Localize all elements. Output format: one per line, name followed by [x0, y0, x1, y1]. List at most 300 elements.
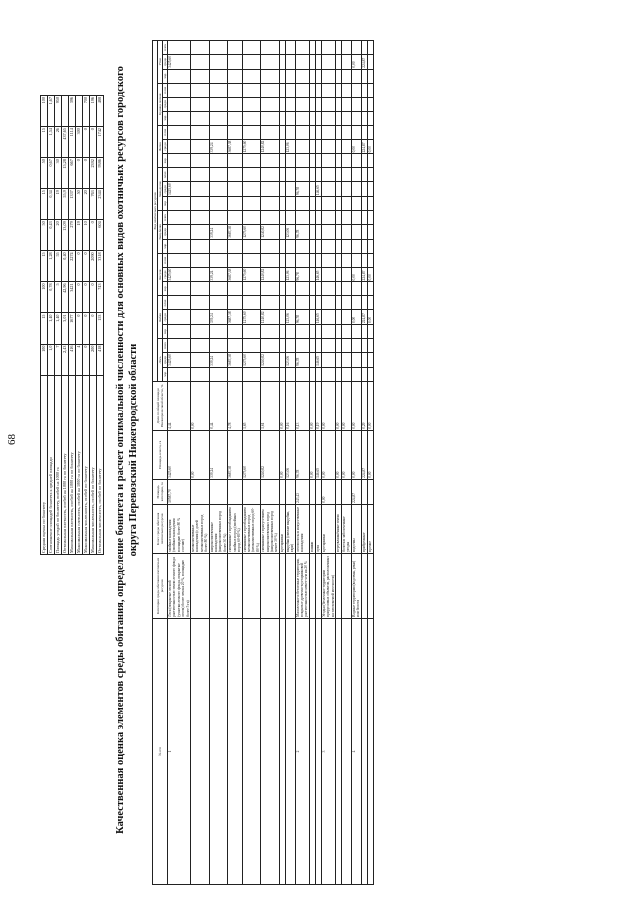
species-cell: 224,87 — [361, 310, 367, 325]
species-cell — [261, 282, 280, 296]
species-cell — [168, 168, 191, 182]
species-header: Заяц-беляк — [158, 211, 163, 254]
species-cell: 1275,60 — [242, 225, 261, 240]
quality-header: хор — [163, 154, 168, 168]
species-cell — [191, 111, 210, 125]
row-class-area: 0,00 — [191, 430, 210, 479]
species-cell — [342, 353, 352, 368]
species-cell: 96,78 — [295, 353, 309, 368]
summary-label: Минимальная численность, особей по бонитету — [90, 375, 97, 554]
row-share: 4,44 — [168, 381, 191, 430]
species-cell — [209, 253, 228, 267]
species-cell: 1240,82 — [261, 225, 280, 240]
species-cell — [367, 41, 373, 55]
species-header: Кабан — [158, 296, 163, 339]
row-number: 2 — [295, 618, 309, 884]
summary-value — [76, 96, 83, 127]
species-cell — [351, 239, 361, 253]
species-cell — [209, 69, 228, 83]
table-row — [191, 41, 210, 885]
row-number: 4 — [351, 618, 361, 884]
row-class-area: 1240,82 — [261, 430, 280, 479]
row-class-area: 96,78 — [295, 430, 309, 479]
summary-value: 1,28 — [48, 251, 55, 282]
row-habitat-class: прочие — [367, 504, 373, 553]
species-cell: 0,00 — [367, 139, 373, 154]
species-cell — [342, 41, 352, 55]
row-habitat-class: вырубки (свежие вырубки, гари) — [285, 504, 295, 553]
species-cell — [228, 325, 242, 339]
species-cell — [351, 168, 361, 182]
species-cell — [342, 339, 352, 353]
row-habitat-class: мелколиственные насаждения (с долей мелколиственных пород более 80 %) — [191, 504, 210, 553]
table-row — [285, 41, 295, 885]
summary-value: 10 — [83, 220, 90, 251]
species-cell — [351, 83, 361, 97]
quality-header: хор — [163, 325, 168, 339]
row-share: 0,00 — [309, 381, 315, 430]
species-cell — [351, 296, 361, 310]
species-cell — [367, 197, 373, 211]
row-category — [228, 553, 242, 618]
row-share: 0,00 — [336, 381, 342, 430]
summary-value: 1,67 — [48, 96, 55, 127]
row-category — [285, 553, 295, 618]
summary-value: 0 — [76, 251, 83, 282]
summary-value: 55 — [55, 251, 62, 282]
summary-value: 200 — [90, 344, 97, 375]
species-cell — [285, 97, 295, 111]
row-class-area: 0,00 — [367, 430, 373, 479]
summary-label: Минимальная плотность, особей на 1000 га по бонитету — [69, 375, 76, 554]
species-cell: 146,65 — [315, 267, 321, 282]
species-cell — [342, 367, 352, 381]
summary-value: 50 — [41, 220, 48, 251]
species-cell — [351, 339, 361, 353]
summary-value: 488 — [97, 96, 104, 127]
species-cell — [191, 353, 210, 368]
summary-value: 100 — [41, 344, 48, 375]
quality-header: средн — [163, 139, 168, 154]
quality-header: плох — [163, 339, 168, 353]
species-cell — [285, 69, 295, 83]
species-cell — [242, 111, 261, 125]
species-cell — [295, 83, 309, 97]
species-cell — [295, 325, 309, 339]
species-cell — [168, 339, 191, 353]
species-cell: 146,65 — [315, 310, 321, 325]
row-habitat-class: смешанные с преобладанием мелколиственных пород (мелколиственных пород 60-80 %) — [242, 504, 261, 553]
species-cell — [242, 282, 261, 296]
summary-value: 0 — [83, 127, 90, 158]
row-class-area: 224,87 — [361, 430, 367, 479]
species-cell — [295, 139, 309, 154]
row-habitat-class: водоемы — [351, 504, 361, 553]
species-cell — [321, 253, 335, 267]
table-row — [342, 41, 352, 885]
row-number — [261, 618, 280, 884]
species-cell — [321, 367, 335, 381]
col-area: Площадь категории, га — [153, 479, 168, 504]
species-cell: 3687,38 — [228, 353, 242, 368]
summary-value: 0,78 — [48, 282, 55, 313]
species-cell — [321, 197, 335, 211]
row-habitat-class: кустарники — [321, 504, 335, 553]
species-cell — [261, 125, 280, 139]
species-header: Лось — [158, 339, 163, 382]
species-cell — [285, 239, 295, 253]
species-cell — [209, 111, 228, 125]
species-cell — [342, 168, 352, 182]
summary-value: 100 — [41, 282, 48, 313]
species-cell: 146,65 — [315, 353, 321, 368]
summary-value: 42,96 — [62, 282, 69, 313]
species-cell — [209, 197, 228, 211]
species-cell — [285, 111, 295, 125]
species-cell — [261, 367, 280, 381]
species-cell — [351, 282, 361, 296]
row-area — [191, 479, 210, 504]
row-number — [191, 618, 210, 884]
species-cell — [351, 97, 361, 111]
row-category: Леса (покрытые лесной растительностью земли лесного фонда (участки лесного фонда, покрытые лесом) более чем на 20 %, площадью более 5 га) — [168, 553, 191, 618]
summary-value: 4 — [76, 344, 83, 375]
summary-value: 15 — [41, 127, 48, 158]
species-cell — [295, 111, 309, 125]
row-category — [191, 553, 210, 618]
species-cell — [367, 111, 373, 125]
species-cell — [242, 325, 261, 339]
summary-value: 9386 — [97, 158, 104, 189]
species-cell — [209, 168, 228, 182]
species-cell — [321, 182, 335, 197]
species-cell — [295, 168, 309, 182]
species-cell — [295, 69, 309, 83]
species-cell — [295, 282, 309, 296]
species-cell — [342, 225, 352, 240]
species-cell — [168, 225, 191, 240]
summary-value: 15,28 — [62, 158, 69, 189]
species-cell: 96,78 — [295, 182, 309, 197]
species-cell — [168, 197, 191, 211]
species-cell — [261, 168, 280, 182]
species-cell — [209, 154, 228, 168]
row-habitat-class: прибрежные — [361, 504, 367, 553]
quality-header: плох — [163, 253, 168, 267]
document-heading: Качественная оценка элементов среды обитания, определение бонитета и расчет оптимальной численности для основных видов охотничьих ресурсов городского округа Перевозский Нижегородской области — [115, 66, 139, 834]
summary-value: 2274 — [69, 251, 76, 282]
species-cell — [261, 154, 280, 168]
table-row — [261, 41, 280, 885]
species-cell — [261, 339, 280, 353]
summary-value: 19 — [76, 220, 83, 251]
species-cell — [191, 154, 210, 168]
species-cell — [261, 83, 280, 97]
species-cell — [351, 353, 361, 368]
summary-value: 0 — [76, 313, 83, 344]
row-category: Угодья (безлесные территории прирусловых объектов, расположенных на затопляемой местности) — [321, 553, 335, 618]
summary-value: 0 — [76, 158, 83, 189]
species-cell — [285, 339, 295, 353]
species-header: Белка — [158, 125, 163, 168]
species-cell: 3687,38 — [228, 139, 242, 154]
species-cell — [191, 253, 210, 267]
species-cell — [191, 83, 210, 97]
row-class-area: 339,24 — [209, 430, 228, 479]
species-cell — [168, 253, 191, 267]
species-cell — [228, 296, 242, 310]
species-cell — [209, 296, 228, 310]
summary-value: 396 — [69, 96, 76, 127]
species-cell — [342, 253, 352, 267]
summary-value: 0,67 — [48, 158, 55, 189]
summary-value: 0 — [90, 127, 97, 158]
quality-header: плох — [163, 168, 168, 182]
species-cell — [228, 69, 242, 83]
row-share: 0,00 — [321, 381, 335, 430]
table-row — [321, 41, 335, 885]
species-cell — [261, 41, 280, 55]
species-cell — [342, 55, 352, 70]
species-cell: 0,00 — [351, 139, 361, 154]
species-cell — [321, 97, 335, 111]
species-cell — [321, 353, 335, 368]
page-number: 68 — [6, 434, 18, 445]
quality-header: плох — [163, 83, 168, 97]
summary-value: 1,0 — [48, 344, 55, 375]
col-num: № п/п — [153, 618, 168, 884]
species-cell — [168, 41, 191, 55]
species-cell: 3687,38 — [228, 225, 242, 240]
species-cell — [209, 97, 228, 111]
quality-header: плох — [163, 296, 168, 310]
species-cell — [285, 154, 295, 168]
summary-value: 604 — [97, 220, 104, 251]
col-category: Категория среды обитания охотничьих ресурсов — [153, 553, 168, 618]
table-row — [295, 41, 309, 885]
summary-label: Оптимальная плотность, особей на 1000 га по бонитету — [62, 375, 69, 554]
summary-value: 279 — [69, 220, 76, 251]
species-cell — [242, 154, 261, 168]
species-cell: 96,78 — [295, 267, 309, 282]
summary-value: 50 — [76, 189, 83, 220]
species-cell — [168, 296, 191, 310]
summary-label: Площадь угодий по бонитету, особей на 1000 га — [55, 375, 62, 554]
row-habitat-class: смешанные с преобладанием хвойных пород (хвойных пород 60-80 %) — [228, 504, 242, 553]
row-area: 10587,70 — [168, 479, 191, 504]
species-cell — [367, 296, 373, 310]
row-category — [367, 553, 373, 618]
species-cell — [261, 182, 280, 197]
species-cell — [228, 253, 242, 267]
species-cell — [191, 239, 210, 253]
summary-value: 30 — [55, 158, 62, 189]
species-cell — [191, 97, 210, 111]
summary-value: 55,9 — [62, 189, 69, 220]
row-habitat-class: лесополосы и искусственные насаждения — [295, 504, 309, 553]
species-header: Заяц-русак — [158, 168, 163, 211]
species-cell — [351, 182, 361, 197]
species-cell — [351, 325, 361, 339]
table-row — [228, 41, 242, 885]
species-cell — [351, 211, 361, 225]
species-cell — [342, 154, 352, 168]
species-cell — [228, 367, 242, 381]
species-cell — [295, 367, 309, 381]
species-cell: 3425,60 — [168, 182, 191, 197]
species-cell — [261, 253, 280, 267]
species-cell — [228, 282, 242, 296]
species-cell — [209, 83, 228, 97]
summary-value: 0 — [76, 282, 83, 313]
species-cell — [168, 239, 191, 253]
row-category — [242, 553, 261, 618]
summary-value: 0 — [83, 344, 90, 375]
summary-value: 950 — [55, 96, 62, 127]
species-cell — [321, 69, 335, 83]
species-cell — [285, 182, 295, 197]
species-cell: 1240,82 — [261, 139, 280, 154]
summary-value: 416 — [69, 344, 76, 375]
species-cell — [242, 83, 261, 97]
table-row — [209, 41, 228, 885]
species-cell: 123,06 — [285, 353, 295, 368]
species-cell — [209, 367, 228, 381]
summary-value: 15 — [41, 189, 48, 220]
species-cell: 96,78 — [295, 225, 309, 240]
row-category: Малолесные и безлесные территории, покрытые древесно-кустарниковой растительностью менее чем на 20 % — [295, 553, 309, 618]
species-cell — [342, 97, 352, 111]
species-cell — [228, 111, 242, 125]
row-share: 0,44 — [209, 381, 228, 430]
species-cell — [242, 296, 261, 310]
species-cell — [367, 211, 373, 225]
species-cell — [285, 197, 295, 211]
species-cell — [285, 41, 295, 55]
species-cell — [285, 168, 295, 182]
row-share: 0,16 — [285, 381, 295, 430]
species-cell: 123,06 — [285, 310, 295, 325]
quality-header: плох — [163, 41, 168, 55]
summary-value: 3,01 — [62, 313, 69, 344]
species-cell — [209, 182, 228, 197]
summary-value: 20 — [55, 220, 62, 251]
summary-value: 763 — [90, 189, 97, 220]
summary-value: 743 — [97, 282, 104, 313]
species-cell — [367, 55, 373, 70]
species-cell — [242, 367, 261, 381]
species-cell: 339,24 — [209, 310, 228, 325]
species-cell — [228, 168, 242, 182]
species-cell — [191, 55, 210, 70]
summary-value: 2344 — [97, 189, 104, 220]
row-category — [261, 553, 280, 618]
summary-value: 0 — [83, 282, 90, 313]
row-habitat-class: широколиственные насаждения (широколиственных пород более 30 %) — [209, 504, 228, 553]
row-class-area: 0,00 — [336, 430, 342, 479]
row-area: 0,00 — [321, 479, 335, 504]
row-share: 0,00 — [367, 381, 373, 430]
row-habitat-class: переувлажнённые земли — [336, 504, 342, 553]
species-cell — [342, 211, 352, 225]
species-cell — [168, 83, 191, 97]
quality-header: плох — [163, 125, 168, 139]
summary-label: Максимальная плотность, особей на 1000 га по бонитету — [76, 375, 83, 554]
species-cell — [209, 239, 228, 253]
species-cell: 1240,82 — [261, 267, 280, 282]
quality-header: хор — [163, 197, 168, 211]
row-class-area: 123,06 — [285, 430, 295, 479]
species-cell — [295, 211, 309, 225]
summary-value: 1677 — [69, 313, 76, 344]
species-cell — [261, 239, 280, 253]
species-cell: 224,87 — [361, 267, 367, 282]
row-area — [367, 479, 373, 504]
summary-value: 300 — [76, 127, 83, 158]
summary-value: 5 — [55, 282, 62, 313]
species-cell — [321, 296, 335, 310]
species-cell — [242, 41, 261, 55]
species-cell: 1275,60 — [242, 139, 261, 154]
species-cell: 339,24 — [209, 353, 228, 368]
quality-header: средн — [163, 55, 168, 70]
row-habitat-class: смешанные с присутствием широколиственных пород (широколиственных пород менее 30 %) — [261, 504, 280, 553]
species-cell: 3425,60 — [168, 55, 191, 70]
species-cell — [242, 55, 261, 70]
summary-value: 0 — [83, 251, 90, 282]
species-cell: 224,87 — [361, 139, 367, 154]
row-class-area: 1275,60 — [242, 430, 261, 479]
row-share: 0,00 — [351, 381, 361, 430]
species-header: Утки — [158, 41, 163, 84]
species-cell — [367, 282, 373, 296]
species-cell — [168, 282, 191, 296]
species-cell — [168, 211, 191, 225]
species-cell — [261, 211, 280, 225]
species-cell: 96,78 — [295, 310, 309, 325]
species-cell — [228, 339, 242, 353]
species-cell — [321, 41, 335, 55]
summary-label: Максимальная численность, особей по бонитету — [83, 375, 90, 554]
species-cell: 1240,82 — [261, 310, 280, 325]
species-cell — [342, 239, 352, 253]
species-cell — [351, 41, 361, 55]
species-cell — [228, 239, 242, 253]
species-cell: 3425,60 — [168, 353, 191, 368]
summary-value: 7 — [55, 344, 62, 375]
species-cell — [242, 125, 261, 139]
summary-value: 196 — [90, 96, 97, 127]
species-cell — [367, 83, 373, 97]
species-cell — [342, 296, 352, 310]
species-cell — [228, 125, 242, 139]
species-cell — [191, 182, 210, 197]
summary-row — [90, 96, 97, 555]
row-area — [261, 479, 280, 504]
species-cell — [285, 125, 295, 139]
species-cell: 0,00 — [351, 55, 361, 70]
species-cell — [342, 83, 352, 97]
species-cell: 146,65 — [315, 182, 321, 197]
species-cell — [285, 296, 295, 310]
species-cell — [321, 239, 335, 253]
summary-value: 100 — [41, 96, 48, 127]
species-cell — [168, 69, 191, 83]
species-cell — [342, 310, 352, 325]
quality-header: средн — [163, 97, 168, 111]
species-cell: 123,06 — [285, 267, 295, 282]
summary-value: 15 — [41, 313, 48, 344]
